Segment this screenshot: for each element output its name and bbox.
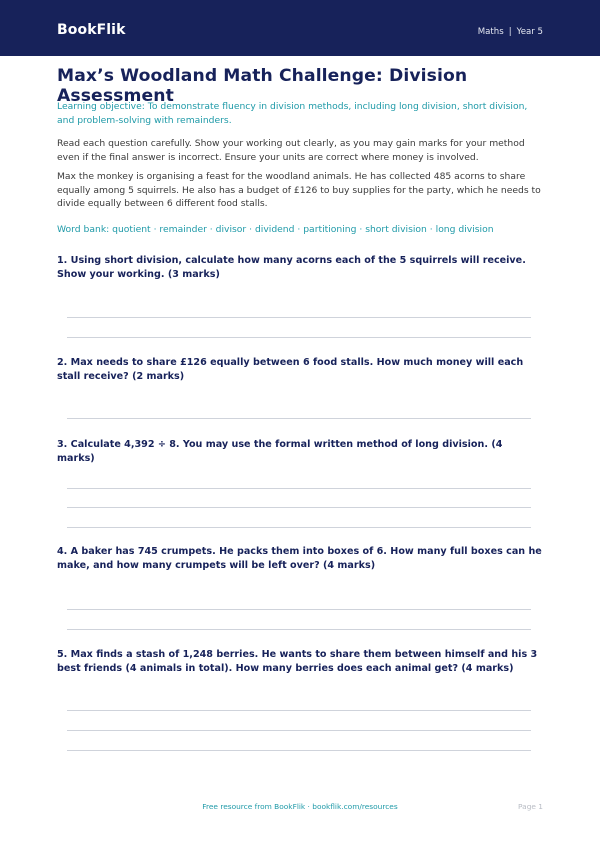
answer-line[interactable] — [67, 337, 531, 338]
worksheet-title: Max’s Woodland Math Challenge: Division Assessment — [57, 66, 468, 106]
answer-line[interactable] — [67, 507, 531, 508]
answer-line[interactable] — [67, 730, 531, 731]
question-5: 5. Max finds a stash of 1,248 berries. He wants to share them between himself and his 3 best friends (4 animals in total). How many berries does each animal get? (4 marks) — [57, 649, 538, 674]
word-bank: Word bank: quotient · remainder · divisor · dividend · partitioning · short division · long division — [57, 224, 494, 235]
page-number: Page 1 — [518, 802, 543, 811]
footer-credit[interactable]: Free resource from BookFlik · bookflik.com/resources — [202, 802, 398, 811]
answer-line[interactable] — [67, 750, 531, 751]
answer-line[interactable] — [67, 629, 531, 630]
answer-line[interactable] — [67, 710, 531, 711]
question-1: 1. Using short division, calculate how many acorns each of the 5 squirrels will receive. Show your working. (3 marks) — [57, 255, 526, 280]
answer-line[interactable] — [67, 418, 531, 419]
scenario-paragraph: Max the monkey is organising a feast for the woodland animals. He has collected 485 acorns to share equally among 5 squirrels. He also has a budget of £126 to buy supplies for the party, which he needs to divide equally between 6 different food stalls. — [57, 171, 541, 209]
question-2: 2. Max needs to share £126 equally between 6 food stalls. How much money will each stall receive? (2 marks) — [57, 357, 524, 382]
brand-logo-text[interactable]: BookFlik — [57, 22, 126, 38]
meta-separator: | — [508, 27, 512, 37]
year-label: Year 5 — [516, 27, 543, 37]
page-header — [0, 0, 600, 56]
answer-line[interactable] — [67, 609, 531, 610]
subject-label: Maths — [477, 27, 504, 37]
subject-year-label — [478, 27, 543, 37]
question-4: 4. A baker has 745 crumpets. He packs them into boxes of 6. How many full boxes can he make, and how many crumpets will be left over? (4 marks) — [57, 546, 542, 571]
instructions-paragraph: Read each question carefully. Show your working out clearly, as you may gain marks for your method even if the final answer is incorrect. Ensure your units are correct where money is involved. — [57, 138, 525, 163]
answer-line[interactable] — [67, 488, 531, 489]
question-3: 3. Calculate 4,392 ÷ 8. You may use the formal written method of long division. (4 marks) — [57, 439, 503, 464]
answer-line[interactable] — [67, 527, 531, 528]
learning-objective: Learning objective: To demonstrate fluency in division methods, including long division, short division, and problem-solving with remainders. — [57, 101, 528, 126]
answer-line[interactable] — [67, 317, 531, 318]
